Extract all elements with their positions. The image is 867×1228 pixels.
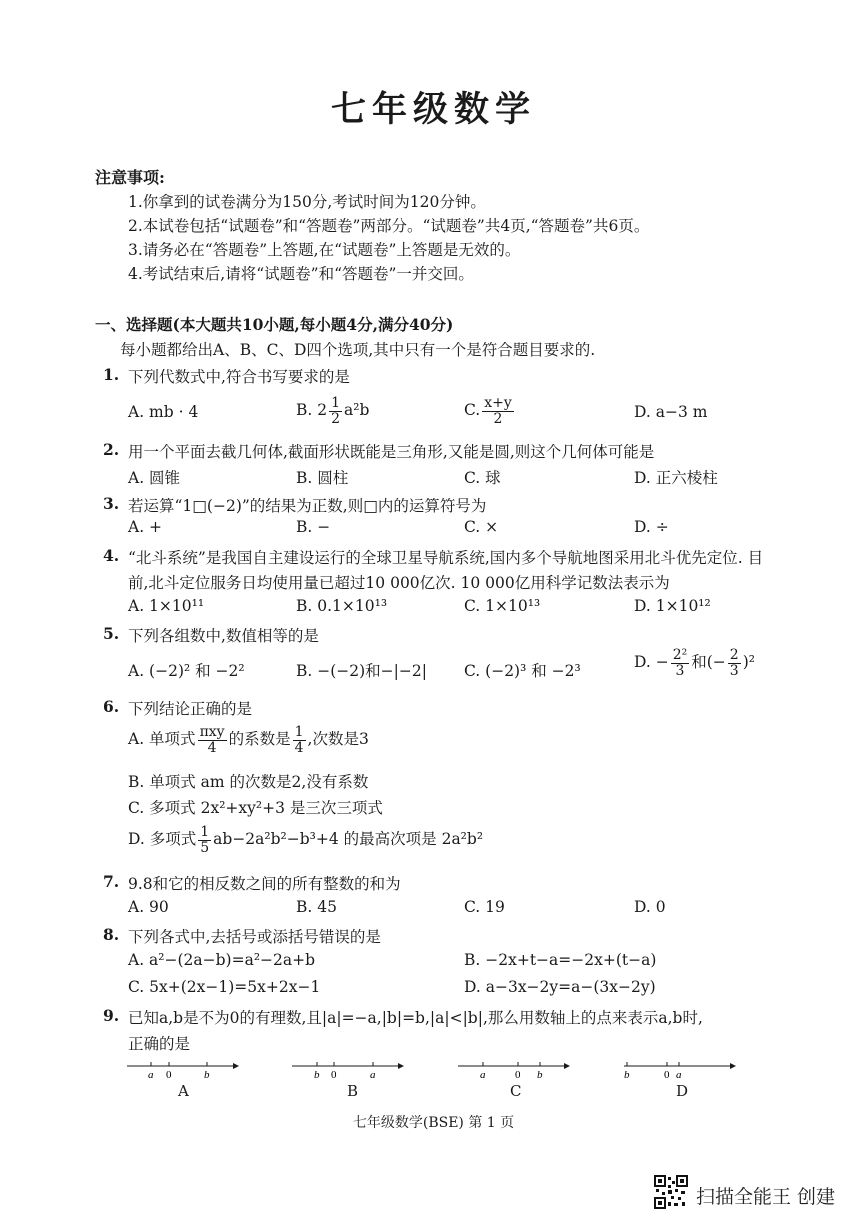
number-line-caption: D [676,1082,689,1100]
question-stem: 下列各式中,去括号或添括号错误的是 [128,928,381,946]
tick-label: 0 [331,1069,337,1080]
option-c: C. × [464,518,499,536]
option-d: D. − $\frac{\text{2²}}{3}$ 和(− $\frac{2}{3}$ )² [634,647,755,679]
option-c: C. 球 [464,469,501,487]
question-number: 3. [103,494,120,513]
number-line-caption: A [178,1082,189,1100]
page-footer: 七年级数学(BSE) 第 1 页 [352,1115,515,1131]
option-b: B. − [296,518,331,536]
notice-heading: 注意事项: [95,168,165,187]
question-stem: 用一个平面去截几何体,截面形状既能是三角形,又能是圆,则这个几何体可能是 [128,443,655,461]
option-a: A. 单项式 $\frac{\text{πxy}}{4}$ 的系数是 $\frac{1}{4}$ ,次数是3 [128,724,369,756]
page-title: 七年级数学 [330,89,536,130]
option-d: D. a−3 m [634,403,708,421]
number-line-c [456,1058,571,1080]
question-number: 2. [103,440,120,459]
tick-label: b [537,1069,543,1080]
question-number: 9. [103,1006,120,1025]
option-c: C. 1×10¹³ [464,597,541,615]
question-stem: 9.8和它的相反数之间的所有整数的和为 [128,875,401,893]
option-a: A. + [128,518,163,536]
option-a: A. 圆锥 [128,469,181,487]
number-line-a [125,1058,240,1080]
option-d: D. ÷ [634,518,669,536]
number-line-d [622,1058,737,1080]
question-stem-cont: 前,北斗定位服务日均使用量已超过10 000亿次. 10 000亿用科学记数法表示为 [128,574,670,592]
tick-label: b [314,1069,320,1080]
option-d: D. 多项式 $\frac{1}{5}$ ab−2a²b²−b³+4 的最高次项是 2a²b² [128,824,484,856]
question-stem: 下列各组数中,数值相等的是 [128,627,319,645]
question-number: 4. [103,546,120,565]
question-stem-cont: 正确的是 [128,1035,191,1053]
option-b: B. 单项式 am 的次数是2,没有系数 [128,773,369,791]
option-b: B. 0.1×10¹³ [296,597,388,615]
tick-label: a [480,1069,486,1080]
option-b: B. 圆柱 [296,469,349,487]
option-d: D. 0 [634,898,666,916]
number-line-b [290,1058,405,1080]
tick-label: a [676,1069,682,1080]
question-stem: 下列代数式中,符合书写要求的是 [128,368,350,386]
question-number: 8. [103,925,120,944]
option-a: A. (−2)² 和 −2² [128,662,245,680]
notice-item: 3.请务必在“答题卷”上答题,在“试题卷”上答题是无效的。 [128,241,521,259]
tick-label: a [370,1069,376,1080]
question-stem: “北斗系统”是我国自主建设运行的全球卫星导航系统,国内多个导航地图采用北斗优先定位. 目 [128,549,764,567]
option-b: B. 2 $\frac{1}{2}$ a²b [296,395,370,427]
tick-label: a [148,1069,154,1080]
notice-item: 4.考试结束后,请将“试题卷”和“答题卷”一并交回。 [128,265,474,283]
tick-label: b [204,1069,210,1080]
option-c: C. 19 [464,898,505,916]
option-b: B. −(−2)和−|−2| [296,662,427,680]
option-a: A. a²−(2a−b)=a²−2a+b [128,951,316,969]
qr-code-icon [654,1175,688,1209]
question-stem: 若运算“1□(−2)”的结果为正数,则□内的运算符号为 [128,497,487,515]
option-b: B. 45 [296,898,337,916]
option-d: D. a−3x−2y=a−(3x−2y) [464,978,656,996]
option-d: D. 1×10¹² [634,597,711,615]
section-instruction: 每小题都给出A、B、C、D四个选项,其中只有一个是符合题目要求的. [120,341,596,359]
option-c: C. 5x+(2x−1)=5x+2x−1 [128,978,321,996]
option-c: C. (−2)³ 和 −2³ [464,662,581,680]
watermark-text: 扫描全能王 创建 [696,1186,836,1208]
question-number: 1. [103,365,120,384]
tick-label: 0 [166,1069,172,1080]
question-number: 6. [103,697,120,716]
option-a: A. mb · 4 [128,403,199,421]
question-number: 5. [103,624,120,643]
question-number: 7. [103,872,120,891]
question-stem: 下列结论正确的是 [128,700,253,718]
notice-item: 1.你拿到的试卷满分为150分,考试时间为120分钟。 [128,193,486,211]
tick-label: 0 [664,1069,670,1080]
number-line-caption: C [510,1082,522,1100]
tick-label: 0 [515,1069,521,1080]
notice-item: 2.本试卷包括“试题卷”和“答题卷”两部分。“试题卷”共4页,“答题卷”共6页。 [128,217,650,235]
number-line-caption: B [347,1082,359,1100]
option-b: B. −2x+t−a=−2x+(t−a) [464,951,657,969]
question-stem: 已知a,b是不为0的有理数,且|a|=−a,|b|=b,|a|<|b|,那么用数轴上的点来表示a,b时, [128,1009,703,1027]
option-c: C. 多项式 2x²+xy²+3 是三次三项式 [128,799,383,817]
tick-label: b [624,1069,630,1080]
option-a: A. 90 [128,898,169,916]
section-heading: 一、选择题(本大题共10小题,每小题4分,满分40分) [95,315,454,334]
option-d: D. 正六棱柱 [634,469,718,487]
option-a: A. 1×10¹¹ [128,597,205,615]
option-c: C. $\frac{x+y}{2}$ [464,395,512,427]
